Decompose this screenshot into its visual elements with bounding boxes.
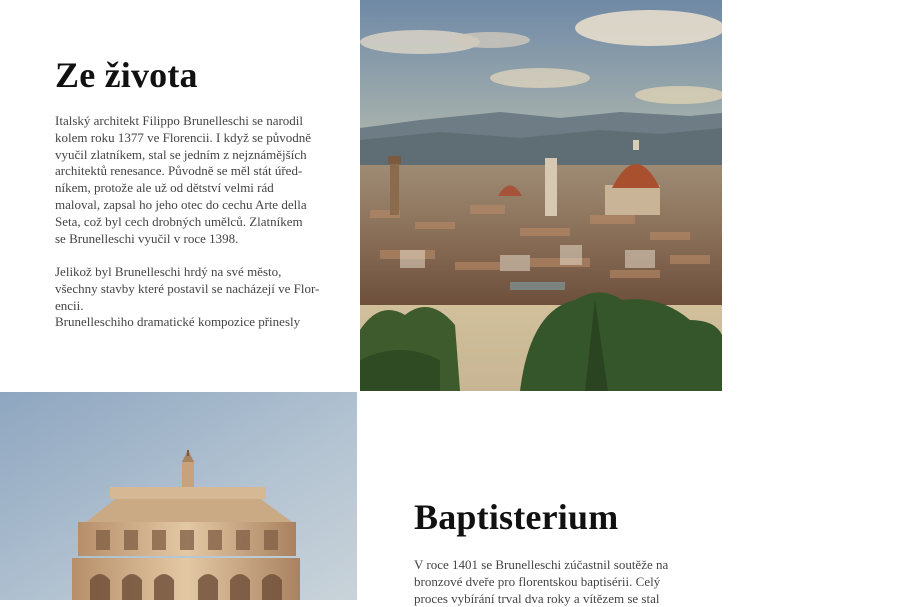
baptistery-photo <box>0 392 357 600</box>
section-paragraph: Italský architekt Filippo Brunelleschi se narodil kolem roku 1377 ve Florencii. I když se původně vyučil zlatníkem, stal se jedním z nejznámějších architektů renesance. Původně se měl stát úřed- níkem, protože ale už od dětství velmi rád maloval, zapsal ho jeho otec do cechu Arte della Seta, což byl cech drobných umělců. Zlatníkem se Brunelleschi vyučil v roce 1398. <box>55 113 311 246</box>
section-title-ze-zivota: Ze života <box>55 55 198 95</box>
section-paragraph: V roce 1401 se Brunelleschi zúčastnil soutěže na bronzové dveře pro florentskou baptisérii. Celý proces vybírání trval dva roky a vítězem se stal <box>414 557 669 606</box>
section-paragraph: Jelikož byl Brunelleschi hrdý na své město, všechny stavby které postavil se nacházejí ve Flor- encii. Brunelleschiho dramatické kompozice přinesly <box>55 264 320 330</box>
florence-panorama-photo <box>360 0 722 391</box>
section-title-baptisterium: Baptisterium <box>414 497 619 537</box>
